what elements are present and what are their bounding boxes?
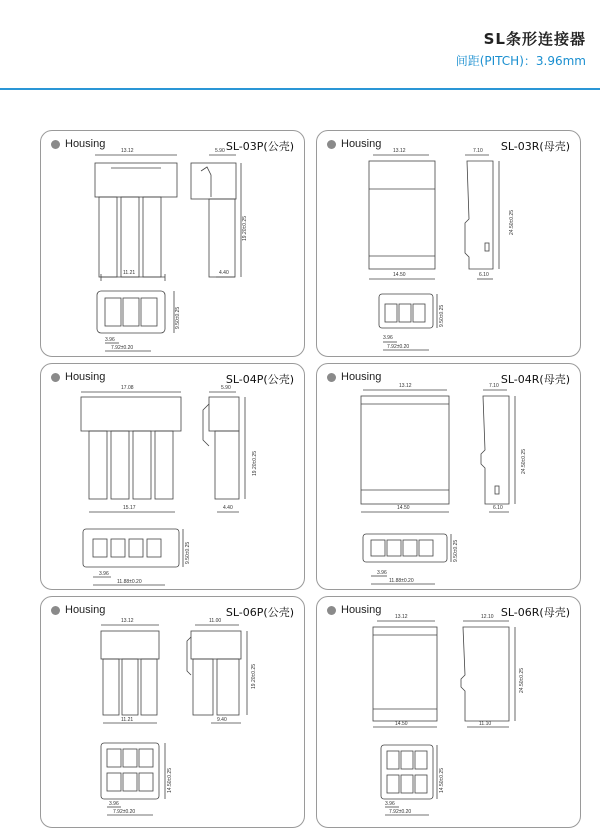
dim-top-w: 13.12	[121, 618, 134, 624]
part-code: SL-03P(公壳)	[225, 140, 294, 153]
dim-span: 11.88±0.20	[117, 579, 142, 585]
dim-span: 7.92±0.20	[111, 345, 134, 351]
header-rule	[0, 88, 600, 90]
dim-pitch: 3.96	[377, 570, 387, 576]
panel-sl-06p	[40, 596, 305, 828]
dim-top-w: 17.08	[121, 385, 134, 391]
part-code: SL-04R(母壳)	[500, 373, 570, 386]
dim-side-bottom: 4.40	[219, 270, 229, 276]
panel-label: Housing	[341, 371, 382, 383]
dim-side-w: 7.10	[489, 383, 499, 389]
drawing-sl-03p	[41, 131, 306, 358]
dim-bottom-w: 11.21	[121, 717, 134, 723]
dim-height: 19.20±0.25	[252, 451, 258, 476]
dim-end-h: 14.50±0.25	[167, 768, 173, 793]
panel-sl-03p	[40, 130, 305, 357]
dim-pitch: 3.96	[99, 571, 109, 577]
dim-side-bottom: 6.10	[493, 505, 503, 511]
dim-height: 24.50±0.25	[521, 449, 527, 474]
dim-height: 19.20±0.25	[251, 664, 257, 689]
panel-label: Housing	[65, 371, 106, 383]
panel-label: Housing	[65, 138, 106, 150]
dim-bottom-w: 14.50	[397, 505, 410, 511]
dim-pitch: 3.96	[105, 337, 115, 343]
dim-end-h: 9.50±0.25	[175, 306, 181, 329]
dim-top-w: 13.12	[399, 383, 412, 389]
dim-bottom-w: 11.21	[123, 270, 136, 276]
dim-side-w: 12.10	[481, 614, 494, 620]
part-code: SL-04P(公壳)	[225, 373, 294, 386]
panel-label: Housing	[65, 604, 106, 616]
dim-side-bottom: 4.40	[223, 505, 233, 511]
panel-sl-04r	[316, 363, 581, 590]
dim-bottom-w: 14.50	[393, 272, 406, 278]
dim-pitch: 3.96	[109, 801, 119, 807]
dim-side-bottom: 9.40	[217, 717, 227, 723]
dim-height: 19.20±0.25	[242, 216, 248, 241]
page-header	[0, 0, 600, 92]
drawing-sl-06r	[317, 597, 582, 829]
dim-top-w: 13.12	[121, 148, 134, 154]
page-title: SL条形连接器	[483, 30, 586, 48]
dim-side-w: 11.00	[209, 618, 222, 624]
panel-sl-04p	[40, 363, 305, 590]
dim-side-w: 5.90	[215, 148, 225, 154]
dim-side-bottom: 11.10	[479, 721, 492, 727]
drawing-sl-03r	[317, 131, 582, 358]
dim-top-w: 13.12	[393, 148, 406, 154]
drawing-sl-04p	[41, 364, 306, 591]
dim-end-h: 9.50±0.25	[439, 304, 445, 327]
dim-side-w: 5.90	[221, 385, 231, 391]
part-code: SL-06R(母壳)	[500, 606, 570, 619]
dim-end-h: 9.50±0.25	[453, 539, 459, 562]
dim-height: 24.50±0.25	[509, 210, 515, 235]
drawing-sl-06p	[41, 597, 306, 829]
panel-sl-06r	[316, 596, 581, 828]
panel-label: Housing	[341, 604, 382, 616]
dim-bottom-w: 15.17	[123, 505, 136, 511]
dim-span: 7.92±0.20	[389, 809, 412, 815]
dim-span: 11.88±0.20	[389, 578, 414, 584]
dim-pitch: 3.96	[383, 335, 393, 341]
drawing-sl-04r	[317, 364, 582, 591]
dim-pitch: 3.96	[385, 801, 395, 807]
dim-span: 7.92±0.20	[113, 809, 136, 815]
dim-end-h: 14.50±0.25	[439, 768, 445, 793]
panel-label: Housing	[341, 138, 382, 150]
dim-span: 7.92±0.20	[387, 344, 410, 350]
dim-bottom-w: 14.50	[395, 721, 408, 727]
dim-end-h: 9.50±0.25	[185, 541, 191, 564]
dim-top-w: 13.12	[395, 614, 408, 620]
panel-sl-03r	[316, 130, 581, 357]
part-code: SL-06P(公壳)	[225, 606, 294, 619]
part-code: SL-03R(母壳)	[500, 140, 570, 153]
dim-side-w: 7.10	[473, 148, 483, 154]
dim-side-bottom: 6.10	[479, 272, 489, 278]
dim-height: 24.50±0.25	[519, 668, 525, 693]
pitch-subtitle: 间距(PITCH)：3.96mm	[455, 54, 586, 68]
